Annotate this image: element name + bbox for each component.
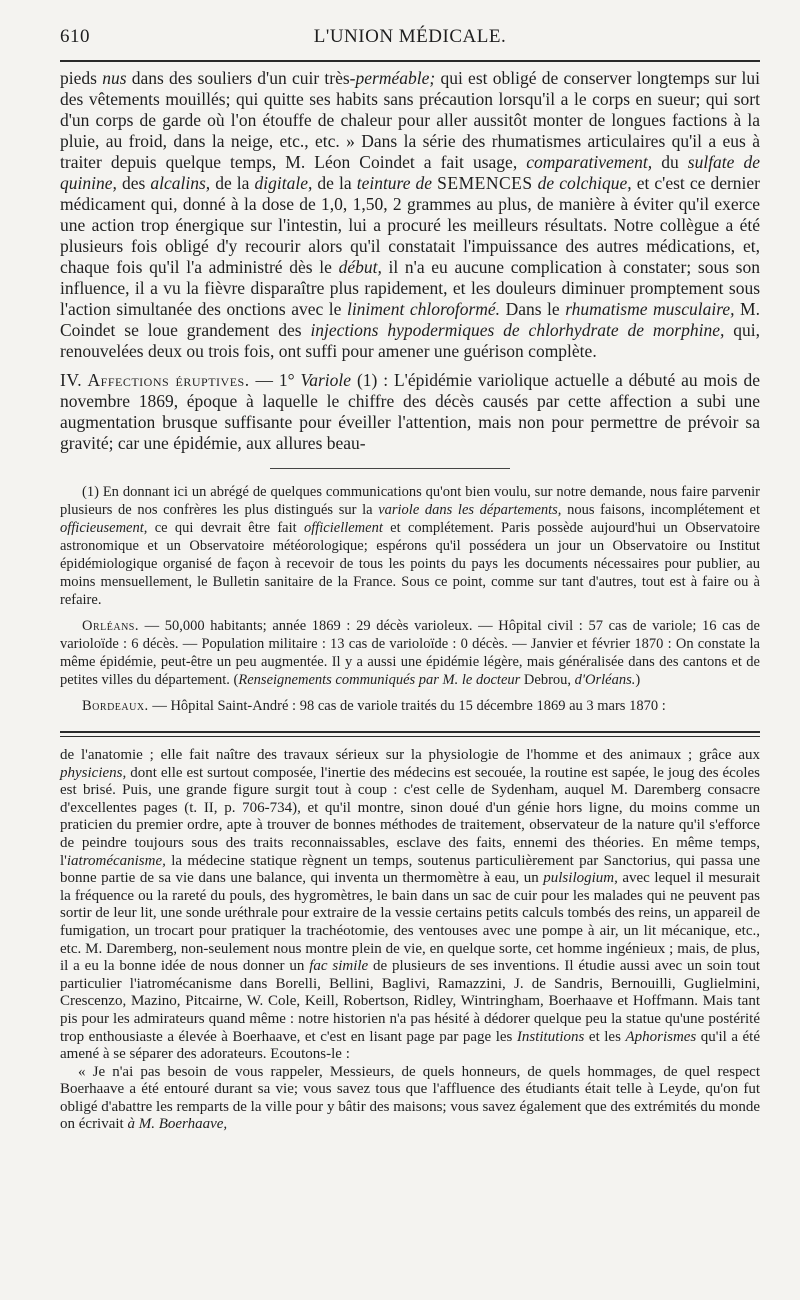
footnote-separator	[270, 468, 510, 469]
rheumatism-paragraph: pieds nus dans des souliers d'un cuir très-perméable; qui est obligé de conserver longtemps sur lui des vêtements mouillés; qui quitte ses habits sans précaution lorsqu'il a le corps en sueur; qui sort d'un corps de garde où l'on étouffe de chaleur pour aller aussitôt monter de longues factions à la pluie, au froid, dans la neige, etc., etc. » Dans la série des rhumatismes articulaires qu'il a eus à traiter depuis quelque temps, M. Léon Coindet a fait usage, comparativement, du sulfate de quinine, des alcalins, de la digitale, de la teinture de SEMENCES de colchique, et c'est ce dernier médicament qui, donné à la dose de 1,0, 1,50, 2 grammes au plus, de manière à éviter qu'il exerce une action trop énergique sur l'intestin, lui a procuré les meilleurs résultats. Notre collègue a été plusieurs fois obligé d'y recourir alors qu'il constatait l'impuissance des autres médications, et, chaque fois qu'il l'a administré dès le début, il n'a eu aucune complication à constater; sous son influence, il a vu la fièvre disparaître plus rapidement, et les douleurs diminuer promptement sous l'action simultanée des onctions avec le liniment chloroformé. Dans le rhumatisme musculaire, M. Coindet se loue grandement des injections hypodermiques de chlorhydrate de morphine, qui, renouvelées deux ou trois fois, ont suffi pour amener une guérison complète.	[60, 68, 761, 361]
feuilleton-text	[60, 747, 760, 1134]
page-number: 610	[60, 26, 90, 47]
section-heading: IV. Affections éruptives.	[60, 370, 250, 390]
running-header	[60, 18, 760, 50]
feuilleton-paragraph: de l'anatomie ; elle fait naître des travaux sérieux sur la physiologie de l'homme et des animaux ; grâce aux physiciens, dont elle est surtout composée, l'inertie des médecins est secouée, la routine est sapée, le joug des écoles est brisé. Puis, une grande figure surgit tout à coup : c'est celle de Sydenham, auquel M. Daremberg consacre d'excellentes pages (t. II, p. 706-734), et qu'il montre, sinon doué d'un génie hors ligne, du moins comme un praticien du premier ordre, apte à trouver de bonnes méthodes de traitement, observateur de la nature qu'il s'efforce de peindre toujours sous des traits reconnaissables, esclave des faits, ennemi des théories. En même temps, l'iatromécanisme, la médecine statique règnent un temps, soutenus particulièrement par Sanctorius, qui passa une bonne partie de sa vie dans une balance, qui inventa un thermomètre à eau, un pulsilogium, avec lequel il mesurait la fréquence ou la rareté du pouls, des hygromètres, le bain dans un sac de cuir pour les malades qui ne peuvent pas sortir de leur lit, une sonde uréthrale pour extraire de la vessie certains petits calculs tombés des reins, un appareil de fumigation, un trocart pour pratiquer la trachéotomie, des ventouses avec une pompe à air, un lit mécanique, etc., etc. M. Daremberg, non-seulement nous montre plein de vie, en quelque sorte, cet homme ingénieux ; mais, de plus, il a eu la bonne idée de nous donner un fac simile de plusieurs de ses inventions. Il étudie aussi avec un soin tout particulier l'iatromécanisme dans Borelli, Bellini, Baglivi, Ramazzini, J. de Sandris, Bernouilli, Guglielmini, Crescenzo, Mazino, Pitcairne, W. Cole, Keill, Robertson, Ridley, Wintringham, Boerhaave et Hoffmann. Mais tant pis pour les admirateurs quand même : notre historien n'a pas hésité à dédorer quelque peu la statue qu'une postérité trop enthousiaste a élevée à Boerhaave, et c'est en lisant page par page les Institutions et les Aphorismes qu'il a été amené à se séparer des adorateurs. Ecoutons-le :	[60, 747, 761, 1063]
footnotes	[60, 483, 760, 715]
footnote-orleans: Orléans. — 50,000 habitants; année 1869 : 29 décès varioleux. — Hôpital civil : 57 cas de variole; 16 cas de varioloïde : 6 décès. — Population militaire : 13 cas de varioloïde : 0 décès. — Janvier et février 1870 : On constate la même épidémie, peut-être un peu augmentée. Il y a aussi une épidémie légère, mais généralisée dans des cantons et de petites villes du département. (Renseignements communiqués par M. le docteur Debrou, d'Orléans.)	[60, 618, 760, 688]
eruptive-affections-paragraph: IV. Affections éruptives. — 1° Variole (1) : L'épidémie variolique actuelle a débuté au mois de novembre 1869, époque à laquelle le chiffre des décès causés par cette affection a subi une augmentation brusque suffisante pour éveiller l'attention, mais non pour permettre de prévoir sa gravité; car une épidémie, aux allures beau-	[60, 370, 760, 453]
header-rule	[60, 60, 760, 62]
feuilleton-separator	[60, 731, 760, 737]
footnote-1: (1) En donnant ici un abrégé de quelques communications qu'ont bien voulu, sur notre demande, nous faire parvenir plusieurs de nos confrères les plus distingués sur la variole dans les départements, nous faisons, incomplétement et officieusement, ce qui devrait être fait officiellement et complétement. Paris possède aujourd'hui un Observatoire astronomique et un Observatoire météorologique; espérons qu'il possédera un jour un Observatoire ou Institut épidémiologique organisé de façon à recevoir de tous les points du pays les documents nécessaires pour publier, au moins mensuellement, le Bulletin sanitaire de la France. Sous ce point, comme sur tant d'autres, tout est à faire ou à refaire.	[60, 484, 760, 608]
journal-title: L'UNION MÉDICALE.	[313, 26, 507, 47]
main-text	[60, 68, 760, 454]
feuilleton-quote: « Je n'ai pas besoin de vous rappeler, Messieurs, de quels honneurs, de quels hommages, de quel respect Boerhaave a été entouré durant sa vie; vous savez tous que l'affluence des étudiants était telle à Leyde, qu'on fut obligé d'abattre les remparts de la ville pour y bâtir des maisons; vous savez également que des extrémités du monde on écrivait à M. Boerhaave,	[60, 1063, 760, 1133]
footnote-bordeaux: Bordeaux. — Hôpital Saint-André : 98 cas de variole traités du 15 décembre 1869 au 3 mars 1870 :	[82, 698, 666, 714]
